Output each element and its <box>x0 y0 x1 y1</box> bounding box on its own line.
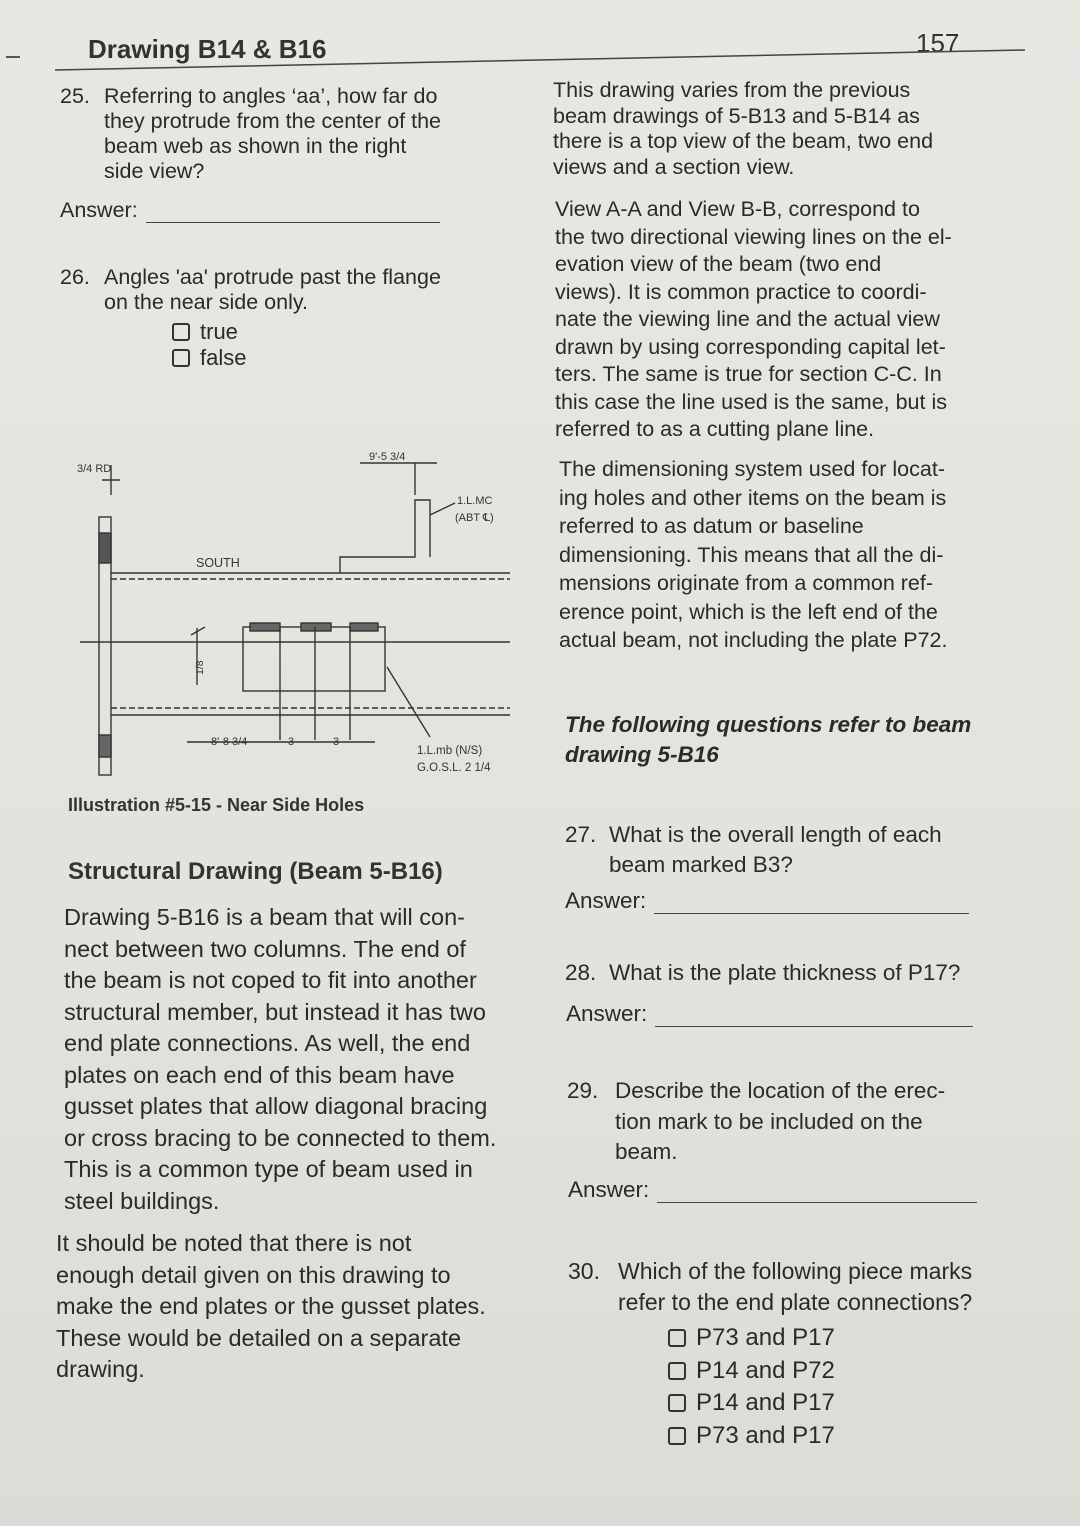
text-line: The following questions refer to beam <box>565 712 972 737</box>
label-rd: 3/4 RD <box>77 463 112 475</box>
illustration-caption: Illustration #5-15 - Near Side Holes <box>68 795 365 815</box>
options-30 <box>668 1322 835 1452</box>
option-p14-p72[interactable] <box>668 1355 835 1388</box>
text-line: drawing. <box>56 1356 145 1382</box>
text-line: nect between two columns. The end of <box>64 935 466 962</box>
text-line: structural member, but instead it has two <box>64 998 486 1025</box>
left-paragraph-1 <box>64 902 522 1217</box>
text-line: nate the viewing line and the actual view <box>555 307 940 331</box>
text-line: dimensioning. This means that all the di- <box>559 542 944 567</box>
page-number: 157 <box>916 28 960 58</box>
question-number: 27. <box>565 822 597 847</box>
option-p73-p17-b[interactable] <box>668 1420 835 1453</box>
text-line: erence point, which is the left end of the <box>559 599 938 624</box>
section-heading: Structural Drawing (Beam 5-B16) <box>68 858 443 885</box>
text-line: ing holes and other items on the beam is <box>559 485 947 510</box>
label-dim-3: 3 <box>333 736 340 748</box>
answer-row-29 <box>568 1177 977 1203</box>
checkbox[interactable] <box>668 1362 686 1380</box>
question-number: 28. <box>565 960 597 985</box>
answer-field-25[interactable] <box>146 221 440 223</box>
answer-field-29[interactable] <box>657 1201 977 1203</box>
left-column <box>60 84 520 371</box>
text-line: views and a section view. <box>553 154 795 179</box>
question-text-line: beam marked B3? <box>609 852 793 877</box>
header-rule <box>55 48 1025 72</box>
text-line: ters. The same is true for section C-C. In <box>555 362 942 386</box>
answer-label: Answer: <box>566 1001 648 1026</box>
text-line: this case the line used is the same, but is <box>555 389 947 414</box>
option-p14-p17[interactable] <box>668 1387 835 1420</box>
lmb-leader <box>387 667 430 737</box>
text-line: make the end plates or the gusset plates. <box>56 1293 486 1319</box>
text-line: View A-A and View B-B, correspond to <box>555 197 920 221</box>
text-line: beam drawings of 5-B13 and 5-B14 as <box>553 103 920 128</box>
answer-row-27 <box>565 888 969 914</box>
left-paragraph-2 <box>56 1228 522 1386</box>
question-text-line: beam. <box>615 1139 678 1164</box>
options-26 <box>60 319 520 371</box>
text-line: gusset plates that allow diagonal bracing <box>64 1093 488 1119</box>
question-27 <box>565 820 1015 880</box>
right-paragraph-1 <box>553 78 978 180</box>
label-dim-1: 8'-8 3/4 <box>211 736 248 748</box>
label-lmc-2: (ABT ℄) <box>455 512 494 524</box>
text-line: enough detail given on this drawing to <box>56 1261 451 1288</box>
question-number: 30. <box>568 1258 600 1284</box>
question-25 <box>60 84 520 184</box>
text-line: These would be detailed on a separate <box>56 1324 462 1351</box>
text-line: drawing 5-B16 <box>565 742 719 767</box>
label-dim-top: 9'-5 3/4 <box>369 451 406 463</box>
end-plate-hatch <box>99 533 111 563</box>
label-lmb-2: G.O.S.L. 2 1/4 <box>417 762 491 774</box>
text-line: there is a top view of the beam, two end <box>553 129 934 153</box>
checkbox[interactable] <box>172 323 190 341</box>
question-26 <box>60 265 520 315</box>
question-28 <box>565 960 1025 985</box>
text-line: drawn by using corresponding capital let- <box>555 334 946 359</box>
text-line: the beam is not coped to fit into another <box>64 967 477 993</box>
answer-field-27[interactable] <box>654 912 969 914</box>
text-line: mensions originate from a common ref- <box>559 571 934 595</box>
text-line: end plate connections. As well, the end <box>64 1030 471 1056</box>
option-label: P14 and P17 <box>696 1389 835 1416</box>
checkbox[interactable] <box>668 1394 686 1412</box>
question-text-line: beam web as shown in the right <box>104 134 407 158</box>
answer-row-25 <box>60 198 520 223</box>
question-30 <box>568 1256 1028 1317</box>
question-text-line: What is the plate thickness of P17? <box>609 960 961 985</box>
lmc-leader <box>430 503 455 515</box>
end-plate-hatch <box>99 735 111 757</box>
question-text-line: What is the overall length of each <box>609 822 942 847</box>
answer-label: Answer: <box>565 888 647 913</box>
question-text-line: Describe the location of the erec- <box>615 1078 946 1103</box>
text-line: It should be noted that there is not <box>56 1230 412 1256</box>
label-south: SOUTH <box>196 556 240 570</box>
text-line: views). It is common practice to coordi- <box>555 279 927 304</box>
text-line: referred to as a cutting plane line. <box>555 417 875 441</box>
question-text-line: refer to the end plate connections? <box>618 1288 973 1315</box>
text-line: This is a common type of beam used in <box>64 1156 473 1182</box>
near-side-holes-illustration <box>75 445 525 790</box>
question-number: 25. <box>60 84 90 108</box>
answer-row-28 <box>566 1001 973 1027</box>
answer-field-28[interactable] <box>655 1025 973 1027</box>
checkbox[interactable] <box>668 1427 686 1445</box>
text-line: The dimensioning system used for locat- <box>559 457 945 481</box>
question-text-line: Angles 'aa' protrude past the flange <box>104 265 441 289</box>
option-label: P73 and P17 <box>696 1324 835 1351</box>
page-header-title: Drawing B14 & B16 <box>88 34 327 64</box>
option-false[interactable] <box>172 345 520 371</box>
clip-angle <box>243 627 385 691</box>
text-line: This drawing varies from the previous <box>553 78 911 102</box>
option-p73-p17[interactable] <box>668 1322 835 1355</box>
text-line: actual beam, not including the plate P72. <box>559 628 948 652</box>
right-paragraph-2 <box>555 196 987 444</box>
question-text-line: they protrude from the center of the <box>104 109 442 133</box>
text-line: evation view of the beam (two end <box>555 252 882 276</box>
label-dim-2: 3 <box>288 736 295 748</box>
question-number: 29. <box>567 1078 599 1103</box>
questions-subheading <box>565 710 1015 770</box>
right-paragraph-3 <box>559 455 999 655</box>
answer-label: Answer: <box>568 1177 650 1202</box>
answer-label: Answer: <box>60 198 138 222</box>
label-lmc-1: 1.L.MC <box>457 495 493 507</box>
text-line: Drawing 5-B16 is a beam that will con- <box>64 904 465 930</box>
question-text-line: side view? <box>104 159 205 183</box>
label-lmb-1: 1.L.mb (N/S) <box>417 745 483 757</box>
option-label: true <box>200 319 238 344</box>
text-line: the two directional viewing lines on the el- <box>555 224 952 249</box>
option-label: P14 and P72 <box>696 1356 835 1384</box>
question-text-line: Which of the following piece marks <box>618 1258 973 1284</box>
question-29 <box>567 1076 1017 1168</box>
option-label: P73 and P17 <box>696 1421 835 1449</box>
option-label: false <box>200 345 247 370</box>
checkbox[interactable] <box>668 1329 686 1347</box>
text-line: plates on each end of this beam have <box>64 1061 455 1088</box>
page-edge-mark <box>6 56 20 58</box>
text-line: referred to as datum or baseline <box>559 514 864 538</box>
question-text-line: Referring to angles ‘aa’, how far do <box>104 84 438 108</box>
question-text-line: tion mark to be included on the <box>615 1108 923 1134</box>
option-true[interactable] <box>172 319 520 345</box>
text-line: steel buildings. <box>64 1187 220 1214</box>
question-number: 26. <box>60 265 90 289</box>
text-line: or cross bracing to be connected to them. <box>64 1124 497 1151</box>
checkbox[interactable] <box>172 349 190 367</box>
label-eighth: 1/8 <box>194 660 206 675</box>
question-text-line: on the near side only. <box>104 290 308 314</box>
